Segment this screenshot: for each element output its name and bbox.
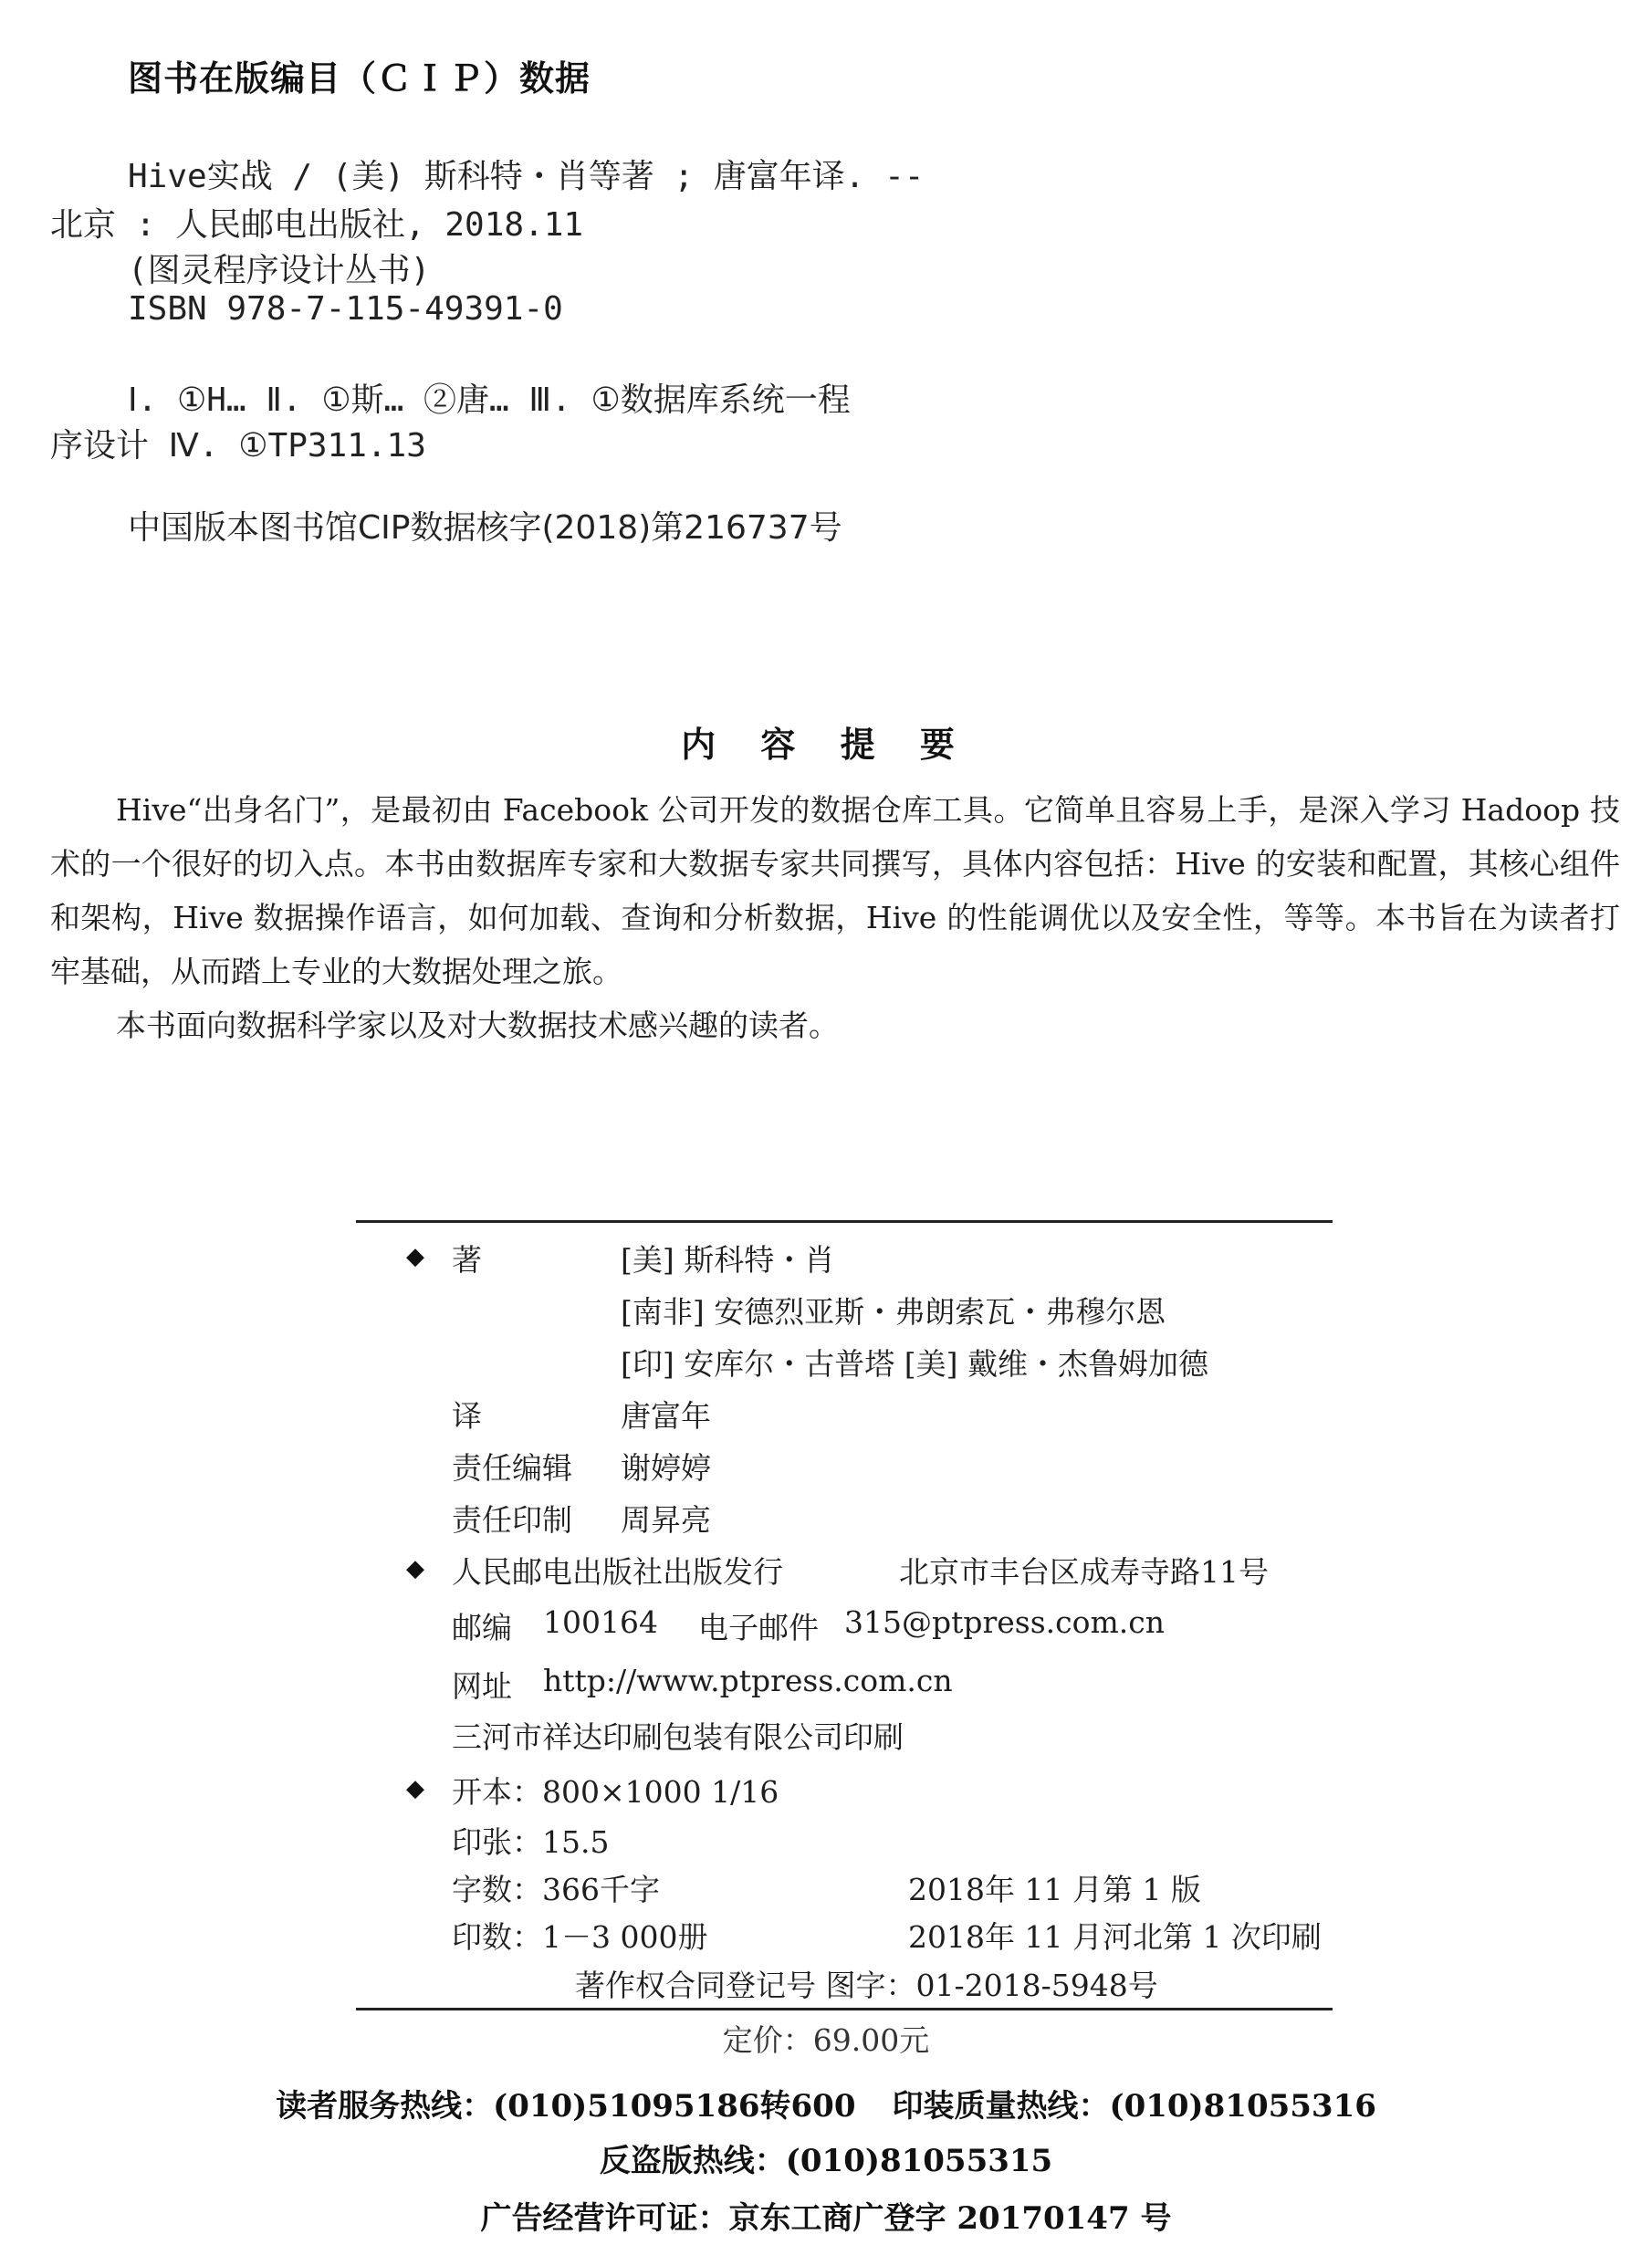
translator-name: 唐富年 [621,1398,711,1434]
summary-title: 内 容 提 要 [681,725,971,765]
price-line: 定价：69.00元 [722,2022,930,2058]
colophon-bottom-rule [356,2008,1333,2010]
reader-hotline: 读者服务热线：(010)51095186转600 [276,2088,856,2125]
website-value: http://www.ptpress.com.cn [543,1663,953,1698]
postcode-value: 100164 [543,1604,658,1640]
format-line: 开本：800×1000 1/16 [452,1774,779,1810]
print-run-line: 2018年 11 月河北第 1 次印刷 [908,1919,1322,1955]
sheets-line: 印张：15.5 [452,1824,610,1860]
cip-title-line: Hive实战 / (美) 斯科特・肖等著 ; 唐富年译. -- [128,158,925,195]
cip-classification-cont: 序设计 Ⅳ. ①TP311.13 [50,427,426,465]
cip-publisher-line: 北京 : 人民邮电出版社, 2018.11 [50,206,584,244]
cip-series-line: (图灵程序设计丛书) [128,252,431,289]
printing-label: 责任印制 [452,1502,572,1538]
author-1: [美] 斯科特・肖 [621,1242,835,1278]
quality-hotline: 印装质量热线：(010)81055316 [892,2088,1376,2125]
bullet-mark: ◆ [406,1555,424,1582]
publisher-address: 北京市丰台区成寿寺路11号 [899,1554,1269,1590]
piracy-hotline: 反盗版热线：(010)81055315 [599,2143,1053,2179]
word-count-line: 字数：366千字 [452,1872,660,1907]
email-label: 电子邮件 [698,1610,819,1645]
website-label: 网址 [452,1668,512,1704]
author-3: [印] 安库尔・古普塔 [美] 戴维・杰鲁姆加德 [621,1346,1208,1382]
publisher-name: 人民邮电出版社出版发行 [452,1554,783,1590]
copies-line: 印数：1－3 000册 [452,1919,708,1955]
postcode-label: 邮编 [452,1610,512,1645]
ad-license: 广告经营许可证：京东工商广登字 20170147 号 [480,2200,1172,2237]
summary-paragraph-2: 本书面向数据科学家以及对大数据技术感兴趣的读者。 [116,1008,839,1043]
copyright-registration: 著作权合同登记号 图字：01-2018-5948号 [575,1968,1158,2003]
email-value: 315@ptpress.com.cn [844,1604,1166,1640]
printing-name: 周昇亮 [621,1502,711,1538]
printer-name: 三河市祥达印刷包装有限公司印刷 [452,1719,904,1755]
editor-label: 责任编辑 [452,1450,572,1486]
cip-heading: 图书在版编目（ＣＩＰ）数据 [128,58,591,99]
author-2: [南非] 安德烈亚斯・弗朗索瓦・弗穆尔恩 [621,1294,1166,1330]
author-label: 著 [452,1242,482,1278]
cip-isbn-line: ISBN 978-7-115-49391-0 [128,290,563,328]
bullet-mark: ◆ [406,1775,424,1802]
edition-line: 2018年 11 月第 1 版 [908,1872,1201,1907]
hotline-row [0,2081,1652,2125]
translator-label: 译 [452,1398,482,1434]
summary-paragraph-1: Hive“出身名门”，是最初由 Facebook 公司开发的数据仓库工具。它简单且容易上手，是深入学习 Hadoop 技术的一个很好的切入点。本书由数据库专家和大数据专家共同撰写，具体内容包括：Hive 的安装和配置，其核心组件和架构，Hive 数据操作语言，如何加载、查询和分析数据，Hive 的性能调优以及安全性，等等。本书旨在为读者打牢基础，从而踏上专业的大数据处理之旅。 [50,792,1620,989]
bullet-mark: ◆ [406,1243,424,1270]
cip-classification-line: Ⅰ. ①H… Ⅱ. ①斯… ②唐… Ⅲ. ①数据库系统一程 [128,381,851,419]
editor-name: 谢婷婷 [621,1450,711,1486]
cip-record-number: 中国版本图书馆CIP数据核字(2018)第216737号 [128,509,842,547]
